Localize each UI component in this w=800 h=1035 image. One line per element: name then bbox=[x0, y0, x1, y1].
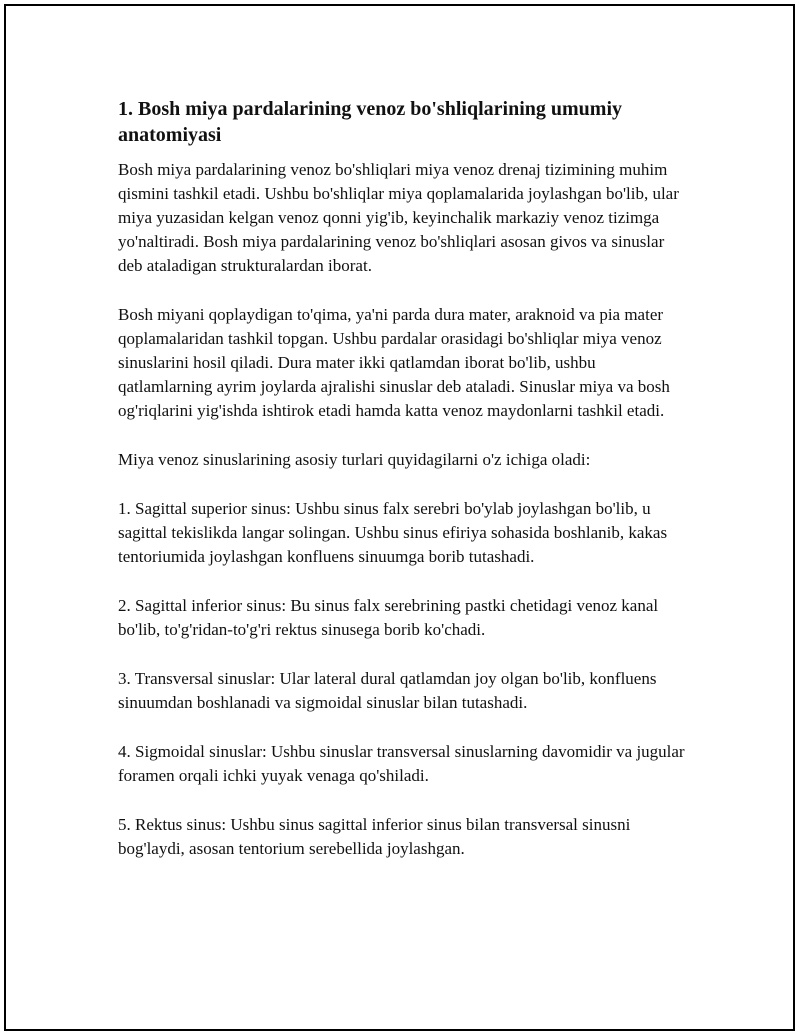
paragraph-types-intro: Miya venoz sinuslarining asosiy turlari quyidagilarni o'z ichiga oladi: bbox=[118, 450, 591, 469]
list-item-transversal: 3. Transversal sinuslar: Ular lateral dural qatlamdan joy olgan bo'lib, konfluens sinuumdan boshlanadi va sigmoidal sinuslar bilan tutashadi. bbox=[118, 669, 657, 712]
document-body bbox=[118, 90, 688, 886]
list-item-sagittal-superior: 1. Sagittal superior sinus: Ushbu sinus falx serebri bo'ylab joylashgan bo'lib, u sagittal tekislikda langar solingan. Ushbu sinus efiriya sohasida boshlanib, kakas tentoriumida joylashgan konfluens sinuumga borib tutashadi. bbox=[118, 499, 668, 566]
list-item-sagittal-inferior: 2. Sagittal inferior sinus: Bu sinus falx serebrining pastki chetidagi venoz kanal bo'lib, to'g'ridan-to'g'ri rektus sinusega borib ko'chadi. bbox=[118, 596, 659, 639]
list-item-rektus: 5. Rektus sinus: Ushbu sinus sagittal inferior sinus bilan transversal sinusni bog'laydi, asosan tentorium serebellida joylashgan. bbox=[118, 815, 631, 858]
paragraph-meninges: Bosh miyani qoplaydigan to'qima, ya'ni parda dura mater, araknoid va pia mater qoplamalaridan tashkil topgan. Ushbu pardalar orasidagi bo'shliqlar miya venoz sinuslarini hosil qiladi. Dura mater ikki qatlamdan iborat bo'lib, ushbu qatlamlarning ayrim joylarda ajralishi sinuslar deb ataladi. Sinuslar miya va bosh og'riqlarini yig'ishda ishtirok etadi hamda katta venoz maydonlarni tashkil etadi. bbox=[118, 305, 670, 420]
list-item-sigmoidal: 4. Sigmoidal sinuslar: Ushbu sinuslar transversal sinuslarning davomidir va jugular foramen orqali ichki yuyak venaga qo'shiladi. bbox=[118, 742, 685, 785]
section-heading: 1. Bosh miya pardalarining venoz bo'shliqlarining umumiy anatomiyasi bbox=[118, 98, 622, 146]
paragraph-intro: Bosh miya pardalarining venoz bo'shliqlari miya venoz drenaj tizimining muhim qismini tashkil etadi. Ushbu bo'shliqlar miya qoplamalarida joylashgan bo'lib, ular miya yuzasidan kelgan venoz qonni yig'ib, keyinchalik markaziy venoz tizimga yo'naltiradi. Bosh miya pardalarining venoz bo'shliqlari asosan givos va sinuslar deb ataladigan strukturalardan iborat. bbox=[118, 160, 679, 275]
